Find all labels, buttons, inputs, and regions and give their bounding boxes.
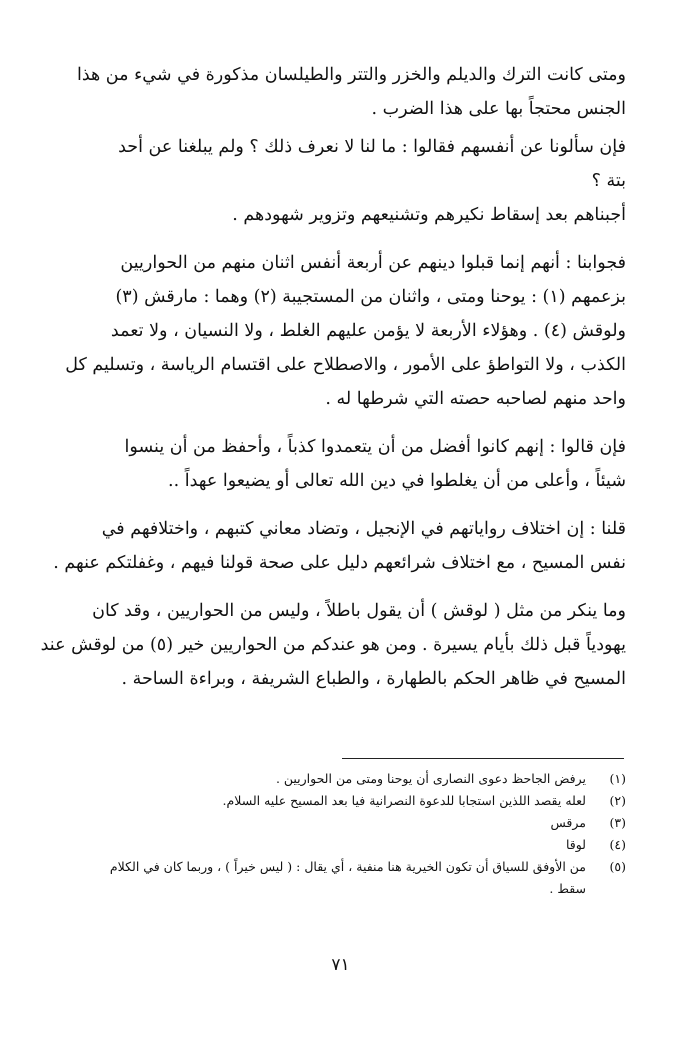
text-line: واحد منهم لصاحبه حصته التي شرطها له . (325, 389, 626, 409)
footnote-line: لعله يقصد اللذين استجابا للدعوة النصرانية فيا بعد المسيح عليه السلام. (222, 793, 586, 808)
text-line: ولوقش (٤) . وهؤلاء الأربعة لا يؤمن عليهم الغلط ، ولا النسيان ، ولا تعمد (110, 321, 626, 341)
page-number: ٧١ (331, 955, 350, 975)
text-line: الكذب ، ولا التواطؤ على الأمور ، والاصطلاح على اقتسام الرياسة ، وتسليم كل (65, 355, 626, 375)
text-line: أجبناهم بعد إسقاط نكيرهم وتشنيعهم وتزوير شهودهم . (232, 205, 626, 225)
paragraph-4 (60, 246, 626, 416)
footnote-number: (٥) (609, 859, 626, 874)
text-line: المسيح في ظاهر الحكم بالطهارة ، والطباع الشريفة ، وبراءة الساحة . (121, 669, 626, 689)
text-line: يهودياً قبل ذلك بأيام يسيرة . ومن هو عندكم من الحواريين خير (٥) من لوقش عند (40, 635, 626, 655)
main-text (40, 58, 626, 696)
text-line: شيئاً ، وأعلى من أن يغلطوا في دين الله تعالى أو يضيعوا عهداً .. (168, 471, 626, 491)
text-line: وما ينكر من مثل ( لوقش ) أن يقول باطلاً ، وليس من الحواريين ، وقد كان (92, 601, 626, 621)
footnote-number: (٣) (609, 815, 626, 830)
text-line: الجنس محتجاً بها على هذا الضرب . (371, 99, 626, 119)
text-line: ومتى كانت الترك والديلم والخزر والتتر والطيلسان مذكورة في شيء من هذا (76, 65, 626, 85)
footnote-line: من الأوفق للسياق أن تكون الخيرية هنا منفية ، أي يقال : ( ليس خيراً ) ، وربما كان في الكلام (109, 859, 586, 874)
text-line: بزعمهم (١) : يوحنا ومتى ، واثنان من المستجيبة (٢) وهما : مارقش (٣) (115, 287, 626, 307)
footnote-text (55, 812, 586, 834)
paragraph-5 (60, 430, 626, 498)
footnote-2 (55, 790, 626, 812)
paragraph-7 (40, 594, 626, 696)
paragraph-6 (53, 512, 626, 580)
footnote-line: يرفض الجاحظ دعوى النصارى أن يوحنا ومتى من الحواريين . (275, 771, 586, 786)
text-line: فإن سألونا عن أنفسهم فقالوا : ما لنا لا نعرف ذلك ؟ ولم يبلغنا عن أحد (118, 137, 626, 157)
footnote-5 (55, 856, 626, 900)
text-line: بتة ؟ (591, 171, 626, 191)
text-line: فإن قالوا : إنهم كانوا أفضل من أن يتعمدوا كذباً ، وأحفظ من أن ينسوا (124, 437, 626, 457)
text-line: فجوابنا : أنهم إنما قبلوا دينهم عن أربعة أنفس اثنان منهم من الحواريين (120, 253, 626, 273)
footnote-text (55, 790, 586, 812)
footnote-1 (55, 768, 626, 790)
footnote-text (55, 768, 586, 790)
footnote-line: لوقا (565, 837, 586, 852)
text-line: قلنا : إن اختلاف رواياتهم في الإنجيل ، وتضاد معاني كتبهم ، واختلافهم في (101, 519, 626, 539)
footnote-3 (55, 812, 626, 834)
footnote-number: (٤) (609, 837, 626, 852)
footnotes (55, 768, 626, 900)
paragraph-2 (60, 130, 626, 198)
paragraph-1 (60, 58, 626, 126)
footnote-number: (١) (609, 771, 626, 786)
footnote-line: سقط . (549, 881, 586, 896)
text-line: نفس المسيح ، مع اختلاف شرائعهم دليل على صحة قولنا فيهم ، وغفلتكم عنهم . (53, 553, 626, 573)
footnote-text (55, 856, 586, 900)
footnote-line: مرقس (550, 815, 586, 830)
footnote-divider (342, 758, 624, 759)
footnote-text (55, 834, 586, 856)
footnote-4 (55, 834, 626, 856)
paragraph-3 (60, 198, 626, 232)
footnote-number: (٢) (609, 793, 626, 808)
